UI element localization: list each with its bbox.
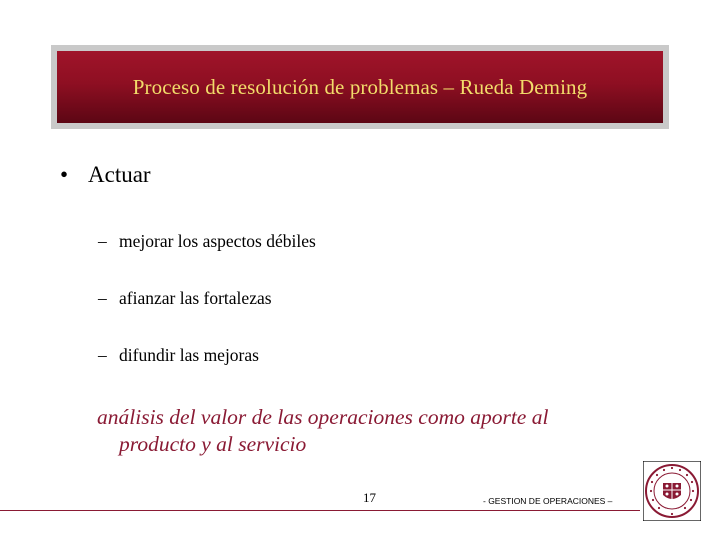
bullet-text: Actuar xyxy=(88,162,151,187)
sub-item-text: afianzar las fortalezas xyxy=(119,288,272,308)
page-number: 17 xyxy=(363,490,376,505)
footer-label: - GESTION DE OPERACIONES – xyxy=(483,496,613,506)
note-line-1: análisis del valor de las operaciones como aporte al xyxy=(97,405,549,429)
bullet-marker: • xyxy=(60,162,69,187)
sub-item xyxy=(98,231,316,252)
note-line-2: producto y al servicio xyxy=(119,432,307,456)
slide-title: Proceso de resolución de problemas – Rueda Deming xyxy=(132,74,588,99)
sub-item-marker: – xyxy=(98,288,107,308)
sub-item-marker: – xyxy=(98,345,107,365)
university-seal-logo xyxy=(643,461,701,521)
sub-item-text: difundir las mejoras xyxy=(119,345,259,365)
footer-divider xyxy=(0,510,640,511)
sub-item-text: mejorar los aspectos débiles xyxy=(119,231,316,251)
title-banner xyxy=(57,51,663,123)
bullet-item xyxy=(60,162,151,188)
emphasis-note xyxy=(97,404,637,458)
sub-item xyxy=(98,345,259,366)
sub-item xyxy=(98,288,272,309)
sub-item-marker: – xyxy=(98,231,107,251)
